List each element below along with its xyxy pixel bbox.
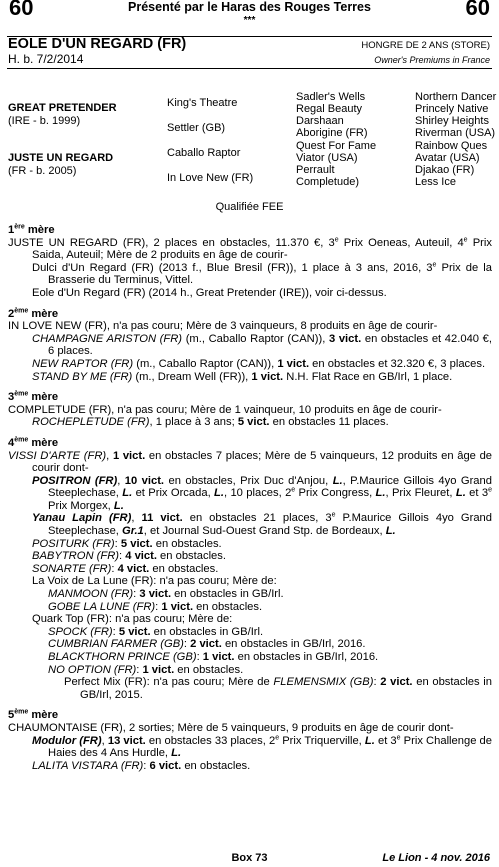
sale-source: Le Lion - 4 nov. 2016 (382, 852, 490, 864)
produce-record: STAND BY ME (FR) (m., Dream Well (FR)), 1 vict. N.H. Flat Race en GB/Irl, 1 place. (32, 370, 453, 383)
section-heading-3: 3ème mère (8, 390, 59, 404)
lot-number-left: 60 (9, 0, 34, 20)
produce-record: SONARTE (FR): 4 vict. en obstacles. (32, 562, 219, 575)
produce-record: NEW RAPTOR (FR) (m., Caballo Raptor (CAN)), 1 vict. en obstacles et 32.320 €, 3 places. (32, 357, 486, 370)
gen4-item: Northern Dancer (415, 91, 497, 103)
section-heading-2: 2ème mère (8, 306, 59, 320)
dam-name: JUSTE UN REGARD (8, 152, 114, 164)
produce-record: La Voix de La Lune (FR): n'a pas couru; Mère de: (32, 575, 277, 588)
dam-record: COMPLETUDE (FR), n'a pas couru; Mère de 1 vainqueur, 10 produits en âge de courir- (8, 403, 442, 416)
gen3-item: Aborigine (FR) (296, 127, 368, 139)
section-heading-5: 5ème mère (8, 708, 59, 722)
owners-premiums: Owner's Premiums in France (374, 55, 490, 65)
gen3-item: Sadler's Wells (296, 91, 366, 103)
horse-description: H. b. 7/2/2014 (8, 52, 84, 66)
stars: *** (243, 15, 256, 26)
dam-record: VISSI D'ARTE (FR), 1 vict. en obstacles 7 places; Mère de 5 vainqueurs, 12 produits en âge de courir dont- (8, 449, 493, 475)
produce-record: Modulor (FR), 13 vict. en obstacles 33 places, 2e Prix Triquerville, L. et 3e Prix Challenge de Haies des 4 Ans Hurdle, L. (32, 733, 492, 760)
gen4-item: Shirley Heights (415, 115, 489, 127)
produce-record: Eole d'Un Regard (FR) (2014 h., Great Pretender (IRE)), voir ci-dessus. (32, 286, 387, 299)
produce-record: CUMBRIAN FARMER (GB): 2 vict. en obstacles in GB/Irl, 2016. (48, 638, 366, 651)
produce-record: Perfect Mix (FR): n'a pas couru; Mère de FLEMENSMIX (GB): 2 vict. en obstacles in GB/Irl, 2015. (64, 676, 493, 701)
pedigree-rule (7, 68, 492, 69)
produce-record: ROCHEPLETUDE (FR), 1 place à 3 ans; 5 vict. en obstacles 11 places. (32, 416, 389, 429)
gen4-item: Riverman (USA) (415, 127, 496, 139)
qualification: Qualifiée FEE (215, 201, 284, 213)
sex-age: HONGRE DE 2 ANS (STORE) (361, 40, 490, 51)
produce-record: NO OPTION (FR): 1 vict. en obstacles. (48, 663, 244, 676)
produce-record: LALITA VISTARA (FR): 6 vict. en obstacles. (32, 759, 251, 772)
gen2-item: King's Theatre (167, 97, 238, 109)
produce-record: POSITURK (FR): 5 vict. en obstacles. (32, 537, 222, 550)
gen4-item: Djakao (FR) (415, 164, 475, 176)
box-number: Box 73 (231, 852, 268, 864)
gen4-item: Avatar (USA) (415, 152, 480, 164)
horse-name: EOLE D'UN REGARD (FR) (8, 36, 187, 52)
produce-record: GOBE LA LUNE (FR): 1 vict. en obstacles. (48, 600, 263, 613)
consignor-title: Présenté par le Haras des Rouges Terres (128, 0, 371, 14)
gen3-item: Regal Beauty (296, 103, 363, 115)
produce-record: BABYTRON (FR): 4 vict. en obstacles. (32, 550, 226, 563)
produce-record: Yanau Lapin (FR), 11 vict. en obstacles 21 places, 3e P.Maurice Gillois 4yo Grand Steeplechase, Gr.1, et Journal Sud-Ouest Grand Stp. de Bordeaux, L. (32, 511, 492, 538)
produce-record: POSITRON (FR), 10 vict. en obstacles, Prix Duc d'Anjou, L., P.Maurice Gillois 4yo Grand Steeplechase, L. et Prix Orcada, L., 10 places, 2e Prix Congress, L., Prix Fleuret, L. et 3e Prix Morgex, L. (32, 474, 492, 512)
section-heading-1: 1ère mère (8, 223, 55, 236)
produce-record: CHAMPAGNE ARISTON (FR) (m., Caballo Raptor (CAN)), 3 vict. en obstacles et 42.040 €, 6 places. (32, 332, 492, 358)
gen3-item: Completude) (296, 176, 359, 188)
dam-record: CHAUMONTAISE (FR), 2 sorties; Mère de 5 vainqueurs, 9 produits en âge de courir dont- (8, 721, 454, 734)
gen4-item: Less Ice (415, 176, 456, 188)
lot-number-right: 60 (465, 0, 490, 20)
gen3-item: Perrault (296, 164, 335, 176)
section-heading-4: 4ème mère (8, 436, 59, 449)
gen3-item: Darshaan (296, 115, 344, 127)
gen2-item: In Love New (FR) (167, 172, 254, 184)
gen3-item: Quest For Fame (296, 140, 377, 152)
produce-record: MANMOON (FR): 3 vict. en obstacles in GB/Irl. (48, 588, 284, 601)
sire-name: GREAT PRETENDER (8, 102, 117, 114)
produce-record: SPOCK (FR): 5 vict. en obstacles in GB/Irl. (48, 625, 264, 638)
produce-record: Dulci d'Un Regard (FR) (2013 f., Blue Bresil (FR)), 1 place à 3 ans, 2016, 3e Prix de la Brasserie du Terminus, Vittel. (32, 261, 492, 287)
gen3-item: Viator (USA) (296, 152, 358, 164)
maternal-family (8, 224, 492, 772)
gen4-item: Rainbow Ques (415, 140, 488, 152)
gen4-item: Princely Native (415, 103, 489, 115)
gen2-item: Caballo Raptor (167, 147, 241, 159)
dam-record: JUSTE UN REGARD (FR), 2 places en obstacles, 11.370 €, 3e Prix Oeneas, Auteuil, 4e Prix Saida, Auteuil; Mère de 2 produits en âge de courir- (8, 235, 492, 262)
dam-info: (FR - b. 2005) (8, 165, 77, 177)
gen2-item: Settler (GB) (167, 122, 226, 134)
sire-info: (IRE - b. 1999) (8, 115, 81, 127)
produce-record: Quark Top (FR): n'a pas couru; Mère de: (32, 613, 233, 626)
produce-record: BLACKTHORN PRINCE (GB): 1 vict. en obstacles in GB/Irl, 2016. (48, 651, 379, 663)
dam-record: IN LOVE NEW (FR), n'a pas couru; Mère de 3 vainqueurs, 8 produits en âge de courir- (8, 320, 438, 333)
